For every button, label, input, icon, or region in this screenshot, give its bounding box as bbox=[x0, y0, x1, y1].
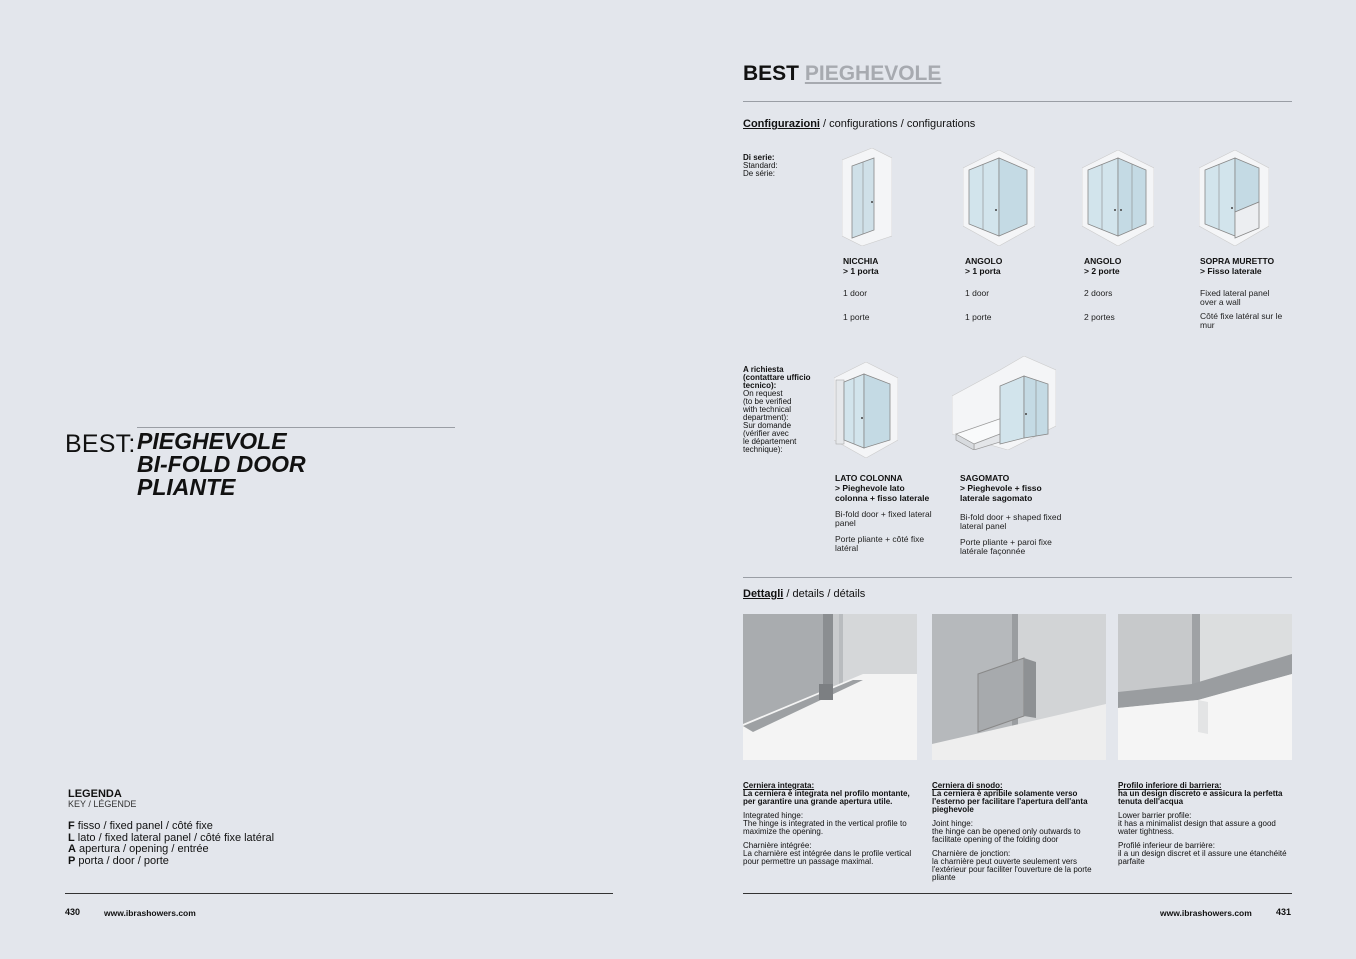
config-item-over-wall: SOPRA MURETTO > Fisso laterale Fixed lateral panel over a wall Côté fixe latéral sur le mur bbox=[1200, 256, 1283, 330]
page-number-right: 431 bbox=[1276, 907, 1292, 917]
legend-item: L lato / fixed lateral panel / côté fixe latéral bbox=[68, 831, 275, 844]
section-title bbox=[743, 62, 941, 86]
legend-title: LEGENDA bbox=[68, 788, 122, 800]
config-item-shaped: SAGOMATO > Pieghevole + fisso laterale sagomato Bi-fold door + shaped fixed lateral panel Porte pliante + paroi fixe latérale façonnée bbox=[960, 473, 1062, 556]
details-rule bbox=[743, 577, 1292, 578]
footer-rule-left bbox=[65, 893, 613, 894]
config-item-corner-2doors: ANGOLO > 2 porte 2 doors 2 portes bbox=[1084, 256, 1122, 322]
request-label: A richiesta (contattare ufficio tecnico): On request (to be verified with technical department): Sur domande (vérifier avec le département technique): bbox=[743, 365, 811, 454]
config-shaped-illustration bbox=[952, 356, 1056, 450]
title-prefix: BEST: bbox=[65, 430, 136, 458]
config-item-corner-1door: ANGOLO > 1 porta 1 door 1 porte bbox=[965, 256, 1003, 322]
website-link-left[interactable]: www.ibrashowers.com bbox=[104, 908, 196, 918]
title-bold: BEST bbox=[743, 62, 800, 85]
detail-caption-barrier-profile: Profilo inferiore di barriera: ha un design discreto e assicura la perfetta tenuta dell'acqua Lower barrier profile: it has a minimalist design that assure a good water tightness. Profilé inferieur de barrière: il a un design discret et il assure une étanchéité parfaite bbox=[1118, 781, 1287, 866]
configurations-heading: Configurazioni / configurations / configurations bbox=[743, 118, 976, 130]
detail-caption-integrated-hinge: Cerniera integrata: La cerniera è integrata nel profilo montante, per garantire una grande apertura utile. Integrated hinge: The hinge is integrated in the vertical profile to maximize the opening. Charnière intégrée: La charnière est intégrée dans le profile vertical pour permettre un passage maximal. bbox=[743, 781, 912, 866]
title-line-2: BI-FOLD DOOR bbox=[137, 451, 306, 477]
page-number-left: 430 bbox=[65, 907, 81, 917]
title-line-3: PLIANTE bbox=[137, 474, 236, 500]
website-link-right[interactable]: www.ibrashowers.com bbox=[1160, 908, 1252, 918]
config-item-column-side: LATO COLONNA > Pieghevole lato colonna + fisso laterale Bi-fold door + fixed lateral panel Porte pliante + côté fixe latéral bbox=[835, 473, 932, 553]
title-line-1: PIEGHEVOLE bbox=[137, 428, 287, 454]
legend-item: A apertura / opening / entrée bbox=[68, 843, 209, 855]
standard-label: Di serie: Standard: De série: bbox=[743, 153, 778, 178]
legend-list bbox=[68, 821, 274, 867]
legend-item: F fisso / fixed panel / côté fixe bbox=[68, 820, 213, 832]
config-corner-1door-illustration bbox=[963, 150, 1035, 246]
config-item-niche: NICCHIA > 1 porta 1 door 1 porte bbox=[843, 256, 879, 322]
detail-photo-integrated-hinge bbox=[743, 614, 917, 760]
config-over-wall-illustration bbox=[1199, 150, 1269, 246]
details-heading: Dettagli / details / détails bbox=[743, 588, 866, 600]
config-niche-illustration bbox=[842, 148, 892, 246]
legend-item: P porta / door / porte bbox=[68, 854, 169, 867]
config-column-side-illustration bbox=[834, 362, 898, 458]
detail-photo-barrier-profile bbox=[1118, 614, 1292, 760]
header-rule bbox=[743, 101, 1292, 102]
page-title bbox=[137, 430, 306, 499]
detail-caption-joint-hinge: Cerniera di snodo: La cerniera è apribile solamente verso l'esterno per facilitare l'apertura dell'anta pieghevole Joint hinge: the hinge can be opened only outwards to facilitate opening of the folding door Charnière de jonction: la charnière peut ouverte seulement vers l'extérieur pour faciliter l'ouverture de la porte pliante bbox=[932, 781, 1092, 882]
title-grey: PIEGHEVOLE bbox=[804, 62, 942, 85]
detail-photo-joint-hinge bbox=[932, 614, 1106, 760]
config-corner-2doors-illustration bbox=[1082, 150, 1154, 246]
footer-rule-right bbox=[743, 893, 1292, 894]
legend-subtitle: KEY / LÉGENDE bbox=[68, 799, 137, 809]
